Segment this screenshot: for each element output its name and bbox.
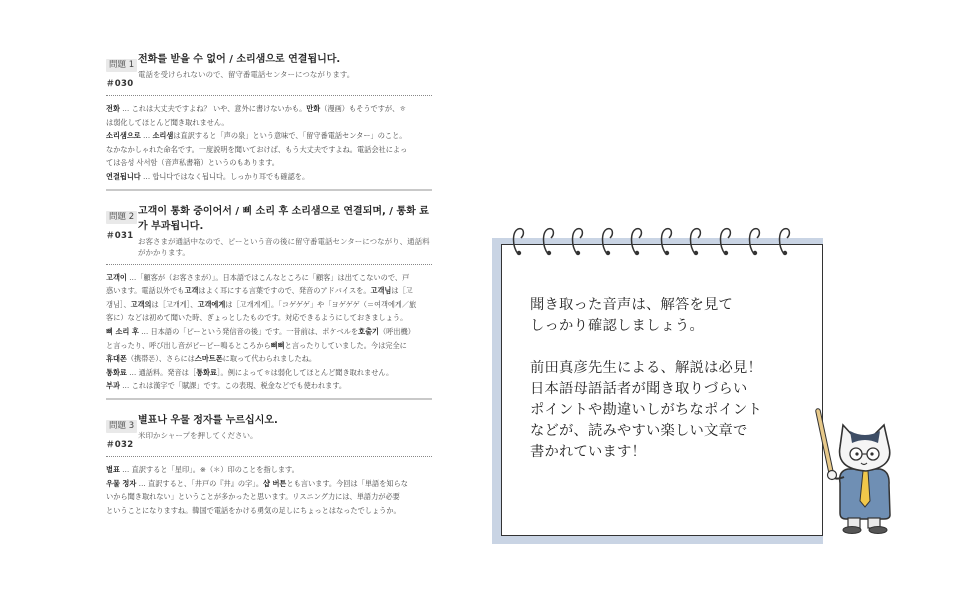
note-line: ということになりますね。韓国で電話をかける勇気の足しにちょっとはなったでしょうか。 <box>106 505 401 515</box>
binder-ring-icon <box>689 226 703 256</box>
question-notes <box>106 271 432 393</box>
binder-ring-icon <box>571 226 585 256</box>
card-line: 聞き取った音声は、解答を見て <box>530 297 733 313</box>
note-line: 별표 … 直訳すると「星印」。※（＊）印のことを指します。 <box>106 464 299 474</box>
dotted-divider <box>106 456 432 457</box>
binder-ring-icon <box>719 226 733 256</box>
card-line: 前田真彦先生による、解説は必見！ <box>530 360 762 376</box>
note-line: は弱化してほとんど聞き取れません。 <box>106 117 229 127</box>
binder-rings <box>512 226 812 260</box>
question-block <box>106 413 432 517</box>
note-line: 통화료 … 通話料。発音は［통화료］。例によってㅎは弱化してほとんど聞き取れません。 <box>106 367 394 377</box>
question-translation: 米印かシャープを押してください。 <box>138 430 258 440</box>
question-translation: お客さまが通話中なので、ピーという音の後に留守番電話センターにつながり、通話料がかかります。 <box>138 236 430 257</box>
question-label: 問題 1 <box>106 59 137 72</box>
binder-ring-icon <box>512 226 526 256</box>
question-korean-text: 전화를 받을 수 없어 / 소리샘으로 연결됩니다. <box>138 54 341 65</box>
binder-ring-icon <box>748 226 762 256</box>
note-line: なかなかしゃれた命名です。一度説明を聞いておけば、もう大丈夫ですよね。電話会社によっ <box>106 144 408 154</box>
question-label: 問題 2 <box>106 211 137 224</box>
card-line: 書かれています！ <box>530 444 646 460</box>
note-line: ては음성 사서함（音声私書箱）というのもあります。 <box>106 158 279 168</box>
binder-ring-icon <box>542 226 556 256</box>
note-line: いから聞き取れない」ということが多かったと思います。リスニング力には、単語力が必要 <box>106 492 400 502</box>
pointer-stick-icon <box>818 411 832 477</box>
question-korean-text: 고객이 통화 중이어서 / 삐 소리 후 소리샘으로 연결되며, / 통화 료가 부과됩니다. <box>138 205 429 232</box>
note-card-text <box>530 295 820 463</box>
question-notes <box>106 102 432 184</box>
question-block <box>106 204 432 393</box>
track-number: ＃031 <box>106 230 134 241</box>
binder-ring-icon <box>601 226 615 256</box>
binder-ring-icon <box>778 226 792 256</box>
question-header <box>106 413 432 450</box>
track-number: ＃030 <box>106 79 134 89</box>
note-line: 우물 정자 … 直訳すると、「井戸の『井』の字」。샵 버튼とも言います。今回は「単語を知らな <box>106 478 408 488</box>
question-header <box>106 204 432 258</box>
question-label: 問題 3 <box>106 420 137 433</box>
question-translation: 電話を受けられないので、留守番電話センターにつながります。 <box>138 70 355 79</box>
note-line: 惑います。電話以外でも고객はよく耳にする言葉ですので、発音のアドバイスを。고객님は［고 <box>106 286 413 296</box>
note-line: 客に）などは初めて聞いた時、ぎょっとしたものです。対応できるようにしておきましょう。 <box>106 313 408 323</box>
dotted-divider <box>106 95 432 96</box>
note-line: 갱님］、고객의は［고개게］、고객에게は［고개게게］。「コゲゲゲ」や「ヨゲゲゲ（＝여객에게／旅 <box>106 299 417 309</box>
section-divider <box>106 189 432 191</box>
note-line: 연결됩니다 … 합니다ではなく됩니다。しっかり耳でも確認を。 <box>106 171 310 181</box>
card-line: 日本語母語話者が聞き取りづらい <box>530 381 748 397</box>
note-line: 삐 소리 후 … 日本語の「ピーという発信音の後」です。一昔前は、ポケベルを호출기（呼出機） <box>106 326 415 336</box>
card-line: ポイントや勘違いしがちなポイント <box>530 402 762 418</box>
explanation-column <box>106 52 432 517</box>
track-number: ＃032 <box>106 439 134 450</box>
question-korean-text: 별표나 우물 정자를 누르십시오. <box>138 414 278 426</box>
card-line: しっかり確認しましょう。 <box>530 318 704 334</box>
question-header <box>106 52 432 89</box>
section-divider <box>106 398 432 400</box>
question-notes <box>106 463 432 517</box>
note-line: 소리샘으로 … 소리샘は直訳すると「声の泉」という意味で、「留守番電話センター」のこと。 <box>106 131 407 141</box>
card-line: などが、読みやすい楽しい文章で <box>530 423 748 439</box>
note-line: 휴대폰（携帯폰）、さらには스마트폰に取って代わられましたね。 <box>106 354 317 364</box>
question-block <box>106 52 432 184</box>
note-line: 고객이 …「顧客が（お客さまが）」。日本語ではこんなところに「顧客」は出てこないので、戸 <box>106 272 410 282</box>
note-line: 부과 … これは漢字で「賦課」です。この表現、税金などでも使われます。 <box>106 381 347 391</box>
note-line: 전화 … これは大丈夫ですよね？ いや、意外に書けないかも。만화（漫画）もそうですが、ㅎ <box>106 104 407 113</box>
binder-ring-icon <box>660 226 674 256</box>
dotted-divider <box>106 264 432 265</box>
binder-ring-icon <box>630 226 644 256</box>
cat-teacher-mascot-icon <box>810 405 900 535</box>
note-line: と言ったり、呼び出し音がピーピー鳴るところから삐삐と言ったりしていました。今は完全に <box>106 340 407 350</box>
